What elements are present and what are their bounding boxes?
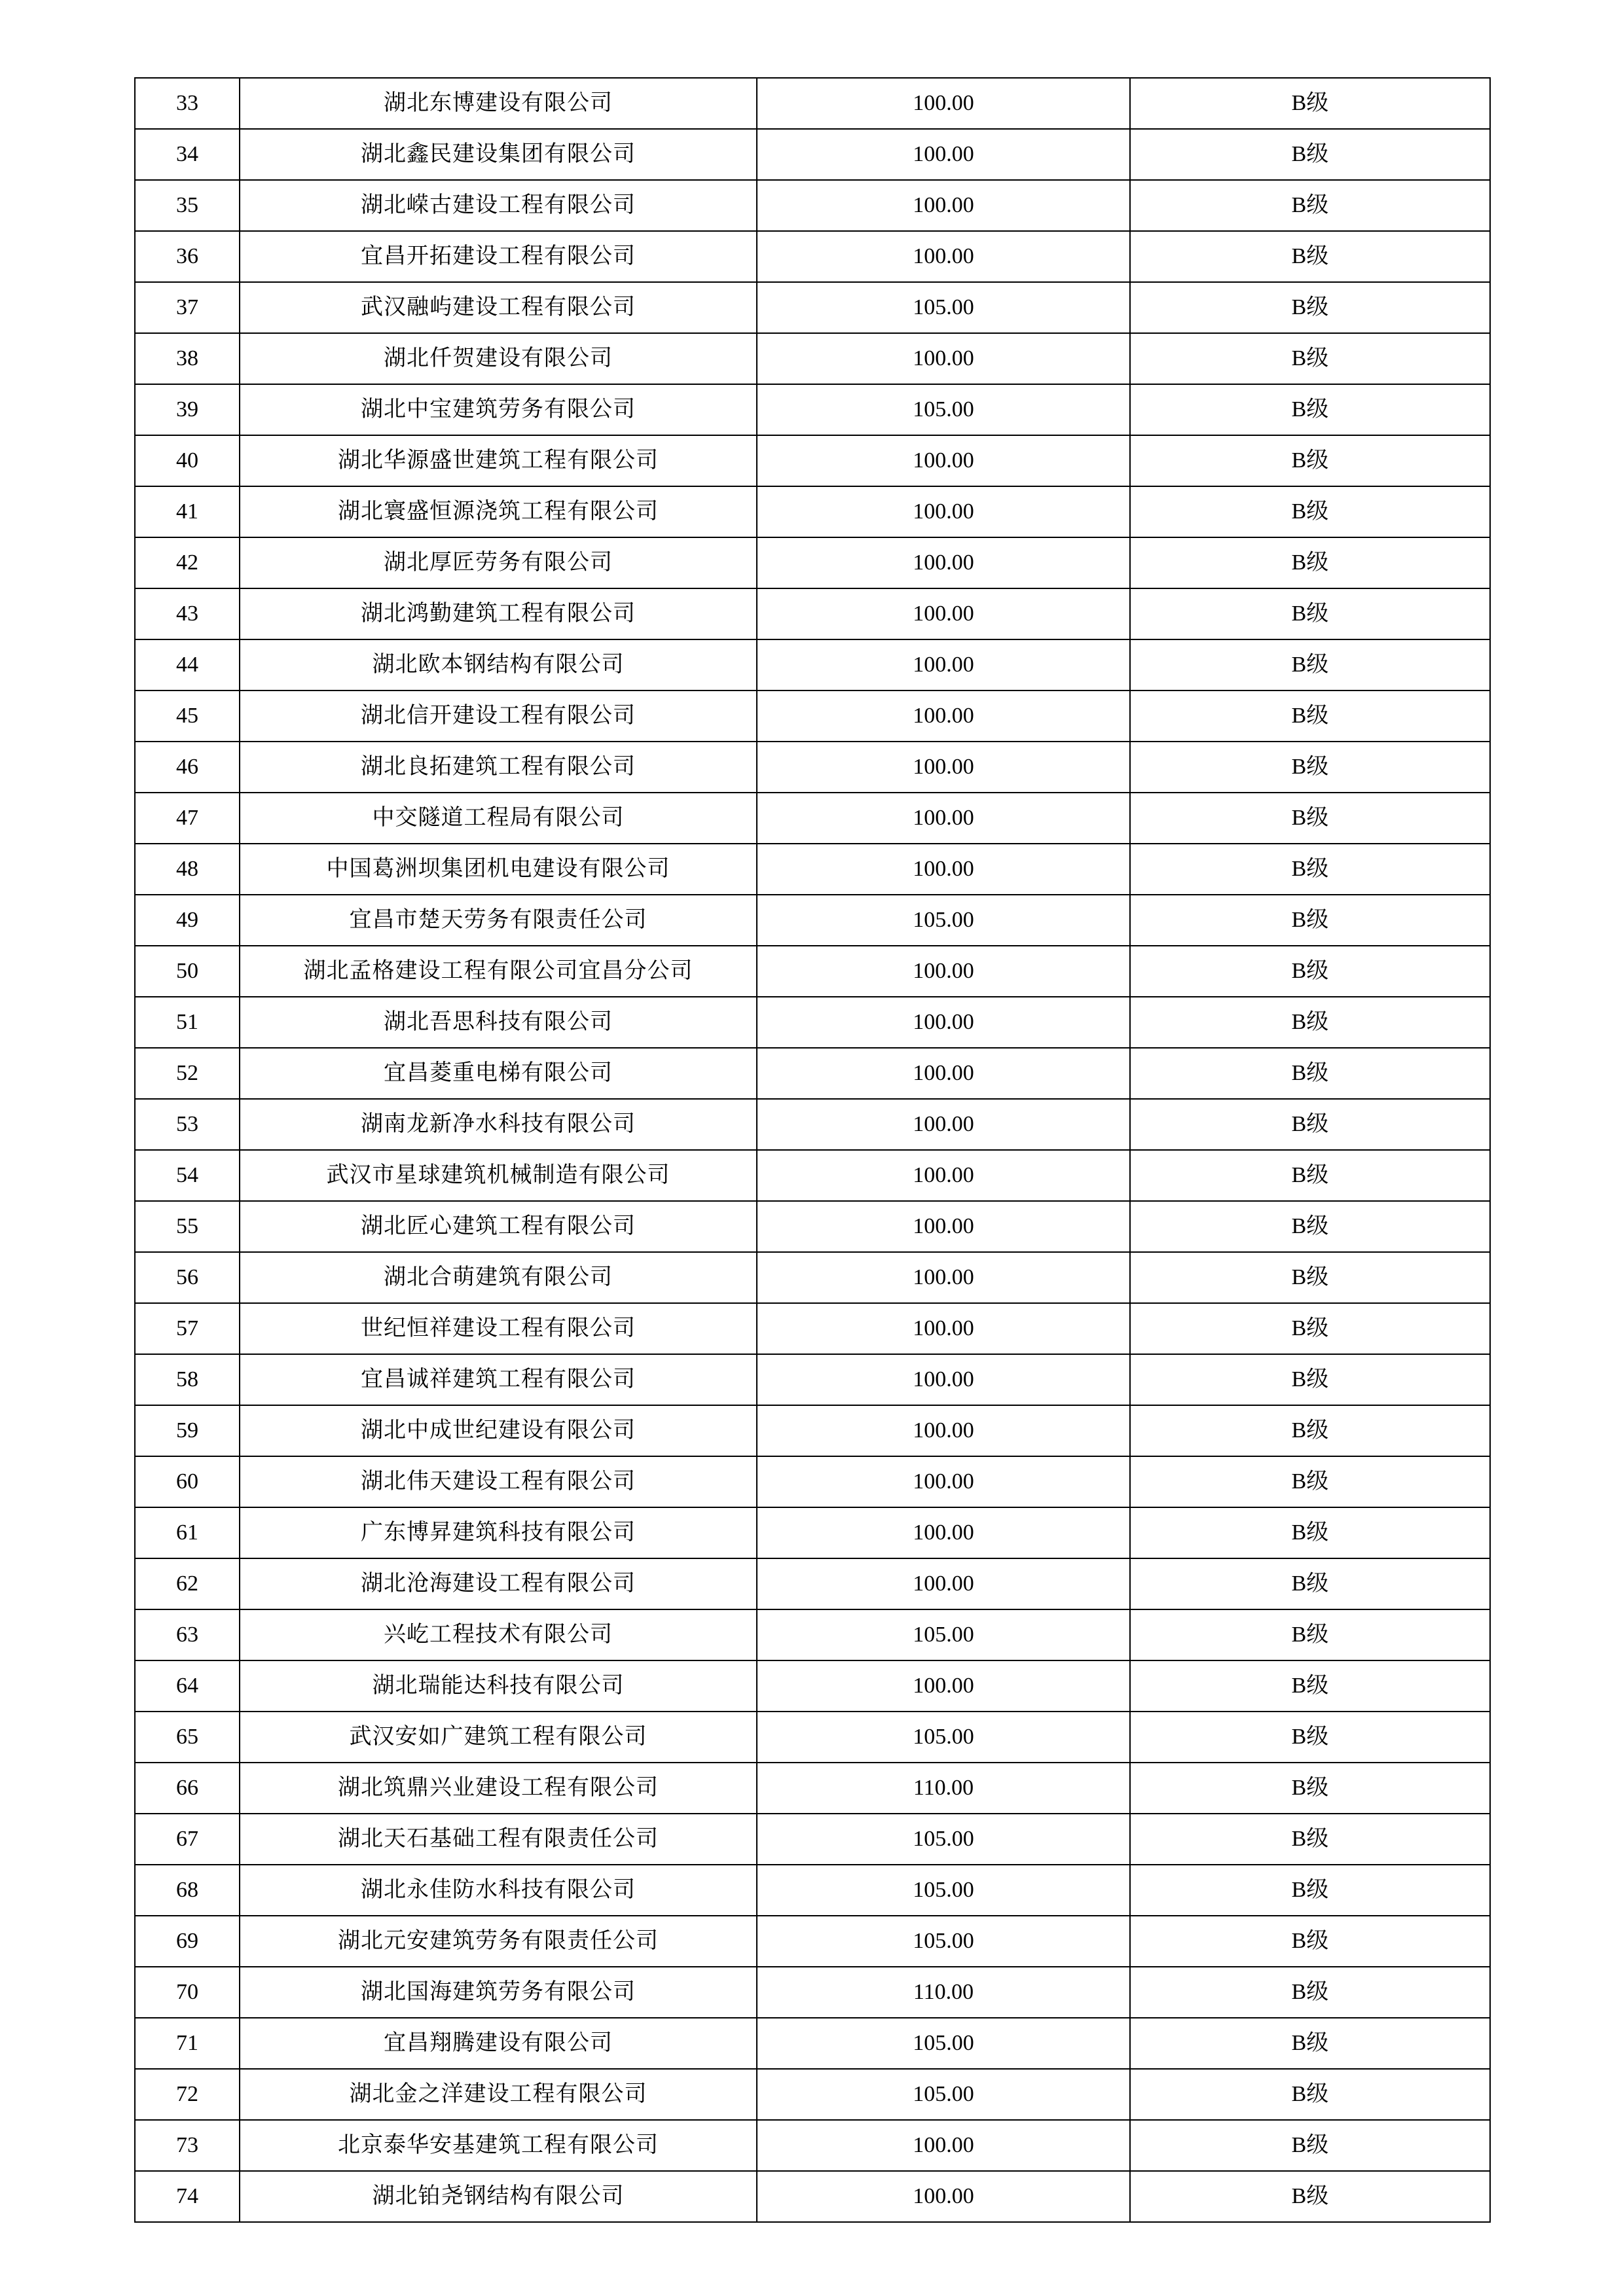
cell-company-name: 湖北匠心建筑工程有限公司 [240, 1201, 757, 1252]
table-row [135, 1507, 1490, 1558]
table-row [135, 1201, 1490, 1252]
cell-score: 100.00 [757, 2171, 1130, 2222]
cell-grade: B级 [1130, 333, 1490, 384]
cell-index: 34 [135, 129, 240, 180]
cell-index: 44 [135, 639, 240, 691]
cell-company-name: 湖北合萌建筑有限公司 [240, 1252, 757, 1303]
cell-score: 100.00 [757, 1558, 1130, 1609]
table-row [135, 1558, 1490, 1609]
table-row [135, 1099, 1490, 1150]
cell-company-name: 湖北铂尧钢结构有限公司 [240, 2171, 757, 2222]
cell-grade: B级 [1130, 844, 1490, 895]
cell-score: 105.00 [757, 1814, 1130, 1865]
cell-index: 68 [135, 1865, 240, 1916]
cell-score: 105.00 [757, 282, 1130, 333]
cell-grade: B级 [1130, 2171, 1490, 2222]
cell-grade: B级 [1130, 2069, 1490, 2120]
cell-grade: B级 [1130, 1099, 1490, 1150]
cell-company-name: 北京泰华安基建筑工程有限公司 [240, 2120, 757, 2171]
cell-index: 49 [135, 895, 240, 946]
cell-index: 59 [135, 1405, 240, 1456]
cell-score: 100.00 [757, 691, 1130, 742]
table-row [135, 844, 1490, 895]
cell-grade: B级 [1130, 282, 1490, 333]
table-row [135, 129, 1490, 180]
cell-company-name: 湖南龙新净水科技有限公司 [240, 1099, 757, 1150]
cell-company-name: 湖北伟天建设工程有限公司 [240, 1456, 757, 1507]
cell-company-name: 武汉安如广建筑工程有限公司 [240, 1712, 757, 1763]
cell-grade: B级 [1130, 384, 1490, 435]
cell-index: 38 [135, 333, 240, 384]
cell-grade: B级 [1130, 435, 1490, 486]
cell-grade: B级 [1130, 1456, 1490, 1507]
cell-index: 52 [135, 1048, 240, 1099]
cell-grade: B级 [1130, 231, 1490, 282]
cell-score: 100.00 [757, 639, 1130, 691]
table-row [135, 180, 1490, 231]
table-row [135, 1252, 1490, 1303]
cell-grade: B级 [1130, 1609, 1490, 1660]
cell-company-name: 湖北华源盛世建筑工程有限公司 [240, 435, 757, 486]
cell-index: 55 [135, 1201, 240, 1252]
table-row [135, 537, 1490, 588]
table-row [135, 742, 1490, 793]
cell-index: 71 [135, 2018, 240, 2069]
cell-index: 72 [135, 2069, 240, 2120]
cell-index: 62 [135, 1558, 240, 1609]
table-row [135, 1763, 1490, 1814]
table-row [135, 1150, 1490, 1201]
cell-grade: B级 [1130, 1967, 1490, 2018]
cell-company-name: 湖北寰盛恒源浇筑工程有限公司 [240, 486, 757, 537]
cell-score: 100.00 [757, 1099, 1130, 1150]
cell-grade: B级 [1130, 1558, 1490, 1609]
cell-index: 74 [135, 2171, 240, 2222]
cell-index: 40 [135, 435, 240, 486]
cell-index: 42 [135, 537, 240, 588]
cell-grade: B级 [1130, 1763, 1490, 1814]
cell-company-name: 宜昌开拓建设工程有限公司 [240, 231, 757, 282]
table-row [135, 1967, 1490, 2018]
table-row [135, 1609, 1490, 1660]
cell-index: 63 [135, 1609, 240, 1660]
cell-score: 100.00 [757, 333, 1130, 384]
cell-index: 47 [135, 793, 240, 844]
cell-company-name: 湖北沧海建设工程有限公司 [240, 1558, 757, 1609]
cell-grade: B级 [1130, 639, 1490, 691]
table-row [135, 997, 1490, 1048]
cell-index: 41 [135, 486, 240, 537]
cell-score: 100.00 [757, 1150, 1130, 1201]
table-body [135, 78, 1490, 2222]
cell-grade: B级 [1130, 537, 1490, 588]
table-row [135, 691, 1490, 742]
cell-grade: B级 [1130, 1405, 1490, 1456]
table-row [135, 384, 1490, 435]
cell-grade: B级 [1130, 1150, 1490, 1201]
cell-company-name: 湖北瑞能达科技有限公司 [240, 1660, 757, 1712]
cell-score: 100.00 [757, 1660, 1130, 1712]
cell-company-name: 宜昌翔腾建设有限公司 [240, 2018, 757, 2069]
table-row [135, 2120, 1490, 2171]
cell-index: 33 [135, 78, 240, 129]
cell-company-name: 兴屹工程技术有限公司 [240, 1609, 757, 1660]
cell-index: 37 [135, 282, 240, 333]
cell-score: 100.00 [757, 844, 1130, 895]
cell-grade: B级 [1130, 1865, 1490, 1916]
cell-score: 100.00 [757, 1201, 1130, 1252]
cell-company-name: 湖北孟格建设工程有限公司宜昌分公司 [240, 946, 757, 997]
cell-company-name: 世纪恒祥建设工程有限公司 [240, 1303, 757, 1354]
table-row [135, 1354, 1490, 1405]
cell-company-name: 中国葛洲坝集团机电建设有限公司 [240, 844, 757, 895]
cell-index: 36 [135, 231, 240, 282]
cell-index: 46 [135, 742, 240, 793]
table-row [135, 1456, 1490, 1507]
cell-company-name: 湖北鑫民建设集团有限公司 [240, 129, 757, 180]
table-row [135, 1303, 1490, 1354]
cell-score: 100.00 [757, 129, 1130, 180]
cell-score: 100.00 [757, 486, 1130, 537]
table-row [135, 1048, 1490, 1099]
cell-company-name: 广东博昇建筑科技有限公司 [240, 1507, 757, 1558]
cell-grade: B级 [1130, 1507, 1490, 1558]
cell-score: 105.00 [757, 1712, 1130, 1763]
cell-score: 100.00 [757, 1405, 1130, 1456]
cell-company-name: 中交隧道工程局有限公司 [240, 793, 757, 844]
cell-score: 100.00 [757, 537, 1130, 588]
cell-index: 45 [135, 691, 240, 742]
cell-index: 53 [135, 1099, 240, 1150]
table-row [135, 231, 1490, 282]
cell-company-name: 宜昌市楚天劳务有限责任公司 [240, 895, 757, 946]
table-row [135, 435, 1490, 486]
cell-company-name: 湖北金之洋建设工程有限公司 [240, 2069, 757, 2120]
cell-score: 110.00 [757, 1763, 1130, 1814]
cell-company-name: 湖北中宝建筑劳务有限公司 [240, 384, 757, 435]
cell-index: 73 [135, 2120, 240, 2171]
cell-index: 70 [135, 1967, 240, 2018]
cell-index: 50 [135, 946, 240, 997]
cell-score: 100.00 [757, 1507, 1130, 1558]
cell-index: 54 [135, 1150, 240, 1201]
cell-score: 100.00 [757, 793, 1130, 844]
cell-index: 39 [135, 384, 240, 435]
table-row [135, 1916, 1490, 1967]
cell-company-name: 湖北中成世纪建设有限公司 [240, 1405, 757, 1456]
cell-company-name: 湖北筑鼎兴业建设工程有限公司 [240, 1763, 757, 1814]
cell-company-name: 湖北永佳防水科技有限公司 [240, 1865, 757, 1916]
cell-index: 58 [135, 1354, 240, 1405]
cell-score: 110.00 [757, 1967, 1130, 2018]
cell-index: 67 [135, 1814, 240, 1865]
cell-company-name: 湖北鸿勤建筑工程有限公司 [240, 588, 757, 639]
cell-company-name: 宜昌诚祥建筑工程有限公司 [240, 1354, 757, 1405]
cell-index: 35 [135, 180, 240, 231]
cell-grade: B级 [1130, 2120, 1490, 2171]
company-score-table [134, 77, 1491, 2223]
cell-company-name: 湖北天石基础工程有限责任公司 [240, 1814, 757, 1865]
cell-score: 100.00 [757, 78, 1130, 129]
table-row [135, 793, 1490, 844]
cell-index: 65 [135, 1712, 240, 1763]
cell-company-name: 湖北嵘古建设工程有限公司 [240, 180, 757, 231]
table-row [135, 2018, 1490, 2069]
cell-score: 100.00 [757, 435, 1130, 486]
cell-grade: B级 [1130, 1814, 1490, 1865]
cell-score: 105.00 [757, 1609, 1130, 1660]
cell-grade: B级 [1130, 588, 1490, 639]
table-row [135, 1865, 1490, 1916]
cell-index: 60 [135, 1456, 240, 1507]
table-row [135, 639, 1490, 691]
cell-score: 105.00 [757, 1916, 1130, 1967]
cell-grade: B级 [1130, 1354, 1490, 1405]
cell-score: 100.00 [757, 1456, 1130, 1507]
cell-company-name: 湖北元安建筑劳务有限责任公司 [240, 1916, 757, 1967]
cell-index: 69 [135, 1916, 240, 1967]
table-row [135, 282, 1490, 333]
cell-index: 51 [135, 997, 240, 1048]
table-row [135, 1814, 1490, 1865]
cell-score: 105.00 [757, 1865, 1130, 1916]
cell-grade: B级 [1130, 946, 1490, 997]
cell-score: 100.00 [757, 997, 1130, 1048]
cell-score: 105.00 [757, 2018, 1130, 2069]
cell-grade: B级 [1130, 793, 1490, 844]
table-row [135, 895, 1490, 946]
table-row [135, 333, 1490, 384]
cell-company-name: 湖北良拓建筑工程有限公司 [240, 742, 757, 793]
cell-company-name: 湖北信开建设工程有限公司 [240, 691, 757, 742]
cell-grade: B级 [1130, 2018, 1490, 2069]
cell-company-name: 宜昌菱重电梯有限公司 [240, 1048, 757, 1099]
cell-index: 57 [135, 1303, 240, 1354]
cell-company-name: 湖北欧本钢结构有限公司 [240, 639, 757, 691]
cell-score: 105.00 [757, 2069, 1130, 2120]
cell-company-name: 湖北国海建筑劳务有限公司 [240, 1967, 757, 2018]
cell-index: 43 [135, 588, 240, 639]
cell-grade: B级 [1130, 78, 1490, 129]
table-row [135, 588, 1490, 639]
table-row [135, 2069, 1490, 2120]
cell-grade: B级 [1130, 1252, 1490, 1303]
cell-score: 100.00 [757, 180, 1130, 231]
cell-company-name: 湖北仟贺建设有限公司 [240, 333, 757, 384]
cell-score: 100.00 [757, 1048, 1130, 1099]
cell-company-name: 湖北吾思科技有限公司 [240, 997, 757, 1048]
cell-grade: B级 [1130, 1048, 1490, 1099]
cell-grade: B级 [1130, 1916, 1490, 1967]
cell-grade: B级 [1130, 1303, 1490, 1354]
cell-score: 105.00 [757, 895, 1130, 946]
table-row [135, 1405, 1490, 1456]
cell-index: 56 [135, 1252, 240, 1303]
table-row [135, 486, 1490, 537]
table-row [135, 946, 1490, 997]
cell-score: 100.00 [757, 231, 1130, 282]
cell-index: 48 [135, 844, 240, 895]
cell-grade: B级 [1130, 691, 1490, 742]
cell-index: 66 [135, 1763, 240, 1814]
cell-score: 100.00 [757, 946, 1130, 997]
cell-grade: B级 [1130, 997, 1490, 1048]
cell-company-name: 湖北厚匠劳务有限公司 [240, 537, 757, 588]
cell-grade: B级 [1130, 129, 1490, 180]
cell-score: 100.00 [757, 1252, 1130, 1303]
cell-grade: B级 [1130, 742, 1490, 793]
cell-score: 100.00 [757, 2120, 1130, 2171]
cell-score: 100.00 [757, 742, 1130, 793]
table-row [135, 78, 1490, 129]
cell-grade: B级 [1130, 486, 1490, 537]
table-row [135, 1712, 1490, 1763]
cell-score: 105.00 [757, 384, 1130, 435]
cell-score: 100.00 [757, 1303, 1130, 1354]
cell-company-name: 武汉市星球建筑机械制造有限公司 [240, 1150, 757, 1201]
cell-grade: B级 [1130, 895, 1490, 946]
table-row [135, 2171, 1490, 2222]
cell-score: 100.00 [757, 1354, 1130, 1405]
cell-index: 61 [135, 1507, 240, 1558]
cell-score: 100.00 [757, 588, 1130, 639]
cell-company-name: 湖北东博建设有限公司 [240, 78, 757, 129]
table-row [135, 1660, 1490, 1712]
cell-grade: B级 [1130, 180, 1490, 231]
cell-grade: B级 [1130, 1201, 1490, 1252]
cell-index: 64 [135, 1660, 240, 1712]
cell-grade: B级 [1130, 1712, 1490, 1763]
cell-grade: B级 [1130, 1660, 1490, 1712]
cell-company-name: 武汉融屿建设工程有限公司 [240, 282, 757, 333]
